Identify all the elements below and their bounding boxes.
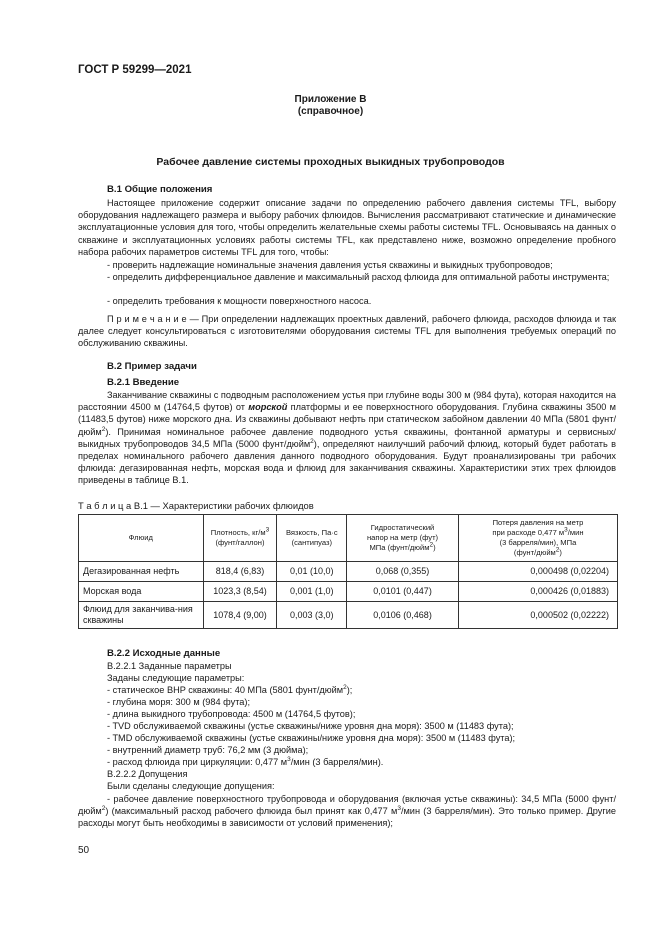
- cell-head: 0,068 (0,355): [347, 562, 459, 582]
- superscript: 2: [101, 425, 106, 433]
- header-text: при расходе 0,477 м: [492, 528, 565, 537]
- superscript: 3: [265, 526, 270, 534]
- subsection-heading-b222: В.2.2.2 Допущения: [107, 769, 188, 779]
- text-run: - рабочее давление поверхностного трубопровода и оборудования (включая устье скважины): 34,5 МПа (5000 фунт/дюйм: [78, 794, 616, 817]
- cell-loss: 0,000426 (0,01883): [458, 582, 617, 602]
- list-item: [78, 793, 616, 830]
- list-item: - TMD обслуживаемой скважины (устье скважины/ниже уровня дна моря): 3500 м (11483 фута);: [107, 733, 516, 743]
- header-text: (фунт/галлон): [215, 538, 265, 547]
- header-text: ): [559, 548, 562, 557]
- table-row: [79, 562, 618, 582]
- section-heading-b2: В.2 Пример задачи: [107, 361, 197, 372]
- note-paragraph: [78, 313, 616, 350]
- subsection-heading-b221: В.2.2.1 Заданные параметры: [107, 661, 232, 671]
- subsection-heading-b21: В.2.1 Введение: [107, 377, 180, 388]
- list-item: - глубина моря: 300 м (984 фута);: [107, 697, 251, 707]
- header-text: /мин: [567, 528, 584, 537]
- appendix-note: (справочное): [297, 106, 364, 117]
- text-run: /мин (3 барреля/мин).: [290, 757, 384, 767]
- text-emphasis: морской: [248, 402, 288, 413]
- header-text: (фунт/дюйм: [513, 548, 556, 557]
- table-row: [79, 602, 618, 629]
- cell-fluid: Дегазированная нефть: [79, 562, 204, 582]
- text-run: ). Принимая номинальное рабочее давление подводного устья скважины, фонтанной арматуры и сервисных/выкидных трубопроводов 34,5 МПа (5000 фунт/дюйм: [78, 426, 616, 449]
- cell-viscosity: 0,003 (3,0): [277, 602, 347, 629]
- section-heading-b1: В.1 Общие положения: [107, 184, 213, 195]
- appendix-title: Рабочее давление системы проходных выкидных трубопроводов: [156, 156, 505, 168]
- header-text: Плотность, кг/м: [210, 528, 266, 537]
- header-text: (сантипуаз): [291, 538, 332, 547]
- superscript: 3: [287, 755, 291, 763]
- list-item: - внутренний диаметр труб: 76,2 мм (3 дюйма);: [107, 745, 309, 755]
- appendix-label: Приложение В: [294, 94, 367, 105]
- header-text: ): [433, 543, 436, 552]
- list-intro: Были сделаны следующие допущения:: [107, 781, 275, 791]
- cell-density: 1023,3 (8,54): [203, 582, 277, 602]
- table-caption-label: Т а б л и ц а: [78, 500, 132, 511]
- list-item: [107, 684, 616, 696]
- standard-designation: ГОСТ Р 59299—2021: [78, 64, 192, 76]
- column-header: [347, 515, 459, 562]
- superscript: 3: [397, 805, 401, 813]
- column-header: [277, 515, 347, 562]
- column-header: Флюид: [79, 515, 204, 562]
- list-item: - проверить надлежащие номинальные значения давления устья скважины и выкидных трубопроводов;: [107, 260, 553, 270]
- list-item: - TVD обслуживаемой скважины (устье скважины/ниже уровня дна моря): 3500 м (11483 фута);: [107, 721, 514, 731]
- list-item: - определить дифференциальное давление и максимальный расход флюида для оптимальной работы инструмента;: [107, 272, 610, 282]
- superscript: 3: [564, 526, 568, 534]
- cell-viscosity: 0,01 (10,0): [277, 562, 347, 582]
- header-text: (3 барреля/мин), МПа: [499, 538, 577, 547]
- cell-loss: 0,000498 (0,02204): [458, 562, 617, 582]
- note-label: П р и м е ч а н и е: [107, 314, 187, 324]
- cell-head: 0,0101 (0,447): [347, 582, 459, 602]
- cell-density: 818,4 (6,83): [203, 562, 277, 582]
- list-item: [107, 756, 616, 768]
- header-text: напор на метр (фут): [366, 533, 439, 542]
- subsection-heading-b22: В.2.2 Исходные данные: [107, 648, 221, 659]
- text-run: );: [346, 685, 353, 695]
- page-number: 50: [78, 845, 90, 856]
- text-run: платформы и ее поверхностного оборудования. Глубина скважины 3500 м (11483,5 футов) ниже морского дна. Из скважины добывают нефть при статическом забойном давлении 40 МПа (5801 фунт/дюйм: [78, 402, 616, 437]
- table-row: [79, 582, 618, 602]
- cell-loss: 0,000502 (0,02222): [458, 602, 617, 629]
- note-text: — При определении надлежащих проектных давлений, рабочего флюида, расходов флюида и так далее следует консультироваться с изготовителями оборудования системы TFL для выполнения требуемых операций по обслуживанию скважины.: [78, 314, 616, 349]
- header-text: Вязкость, Па·с: [285, 528, 338, 537]
- text-run: Заканчивание скважины с подводным расположением устья при глубине воды 300 м (984 фута), которая находится на расстоянии 4500 м (14764,5 футов) от: [78, 390, 616, 413]
- list-item: - определить требования к мощности поверхностного насоса.: [107, 296, 372, 306]
- column-header: [203, 515, 277, 562]
- text-run: - статическое BHP скважины: 40 МПа (5801 фунт/дюйм: [107, 685, 344, 695]
- cell-viscosity: 0,001 (1,0): [277, 582, 347, 602]
- list-item: - длина выкидного трубопровода: 4500 м (14764,5 футов);: [107, 709, 356, 719]
- text-run: - расход флюида при циркуляции: 0,477 м: [107, 757, 288, 767]
- cell-head: 0,0106 (0,468): [347, 602, 459, 629]
- list-intro: Заданы следующие параметры:: [107, 673, 245, 683]
- cell-density: 1078,4 (9,00): [203, 602, 277, 629]
- paragraph-intro: Настоящее приложение содержит описание задачи по определению рабочего давления системы TFL, выбору оборудования надлежащего размера и выбору рабочих флюидов. Вычисления рассматривают статические и динамические эксплуатационные условия для того, чтобы определить желательные схемы работы системы TFL. Основываясь на данных о скважине и эксплуатационных условиях работы системы TFL, как представлено ниже, возможно определение пробного набора рабочих параметров системы TFL для того, чтобы:: [78, 198, 617, 257]
- superscript: 2: [310, 437, 314, 445]
- fluid-properties-table: [78, 514, 618, 629]
- table-caption-text: В.1 — Характеристики рабочих флюидов: [131, 500, 314, 511]
- superscript: 2: [343, 683, 347, 691]
- header-text: Потеря давления на метр: [492, 518, 584, 527]
- table-caption: [78, 500, 314, 511]
- text-run: /мин (3 барреля/мин). Это только пример. Другие расходы могут быть необходимы в зависимости от условий применения);: [78, 806, 616, 829]
- header-text: Гидростатический: [370, 523, 435, 532]
- text-run: ) (максимальный расход рабочего флюида был принят как 0,477 м: [105, 806, 398, 817]
- text-run: ), определяют наилучший рабочий флюид, который будет работать в пределах номинального рабочего давления данного подводного оборудования. Будут проанализированы три рабочих флюида: дегазированная нефть, морская вода и флюид для заканчивания скважины. Характеристики этих трех флюидов приведены в таблице В.1.: [78, 438, 617, 486]
- superscript: 2: [555, 546, 560, 554]
- table-header-row: [79, 515, 618, 562]
- paragraph-task: [78, 389, 616, 487]
- superscript: 2: [101, 805, 106, 813]
- column-header: [458, 515, 617, 562]
- cell-fluid: Морская вода: [79, 582, 204, 602]
- header-text: МПа (фунт/дюйм: [369, 543, 430, 552]
- cell-fluid: Флюид для заканчива-ния скважины: [79, 602, 204, 629]
- superscript: 2: [429, 541, 434, 549]
